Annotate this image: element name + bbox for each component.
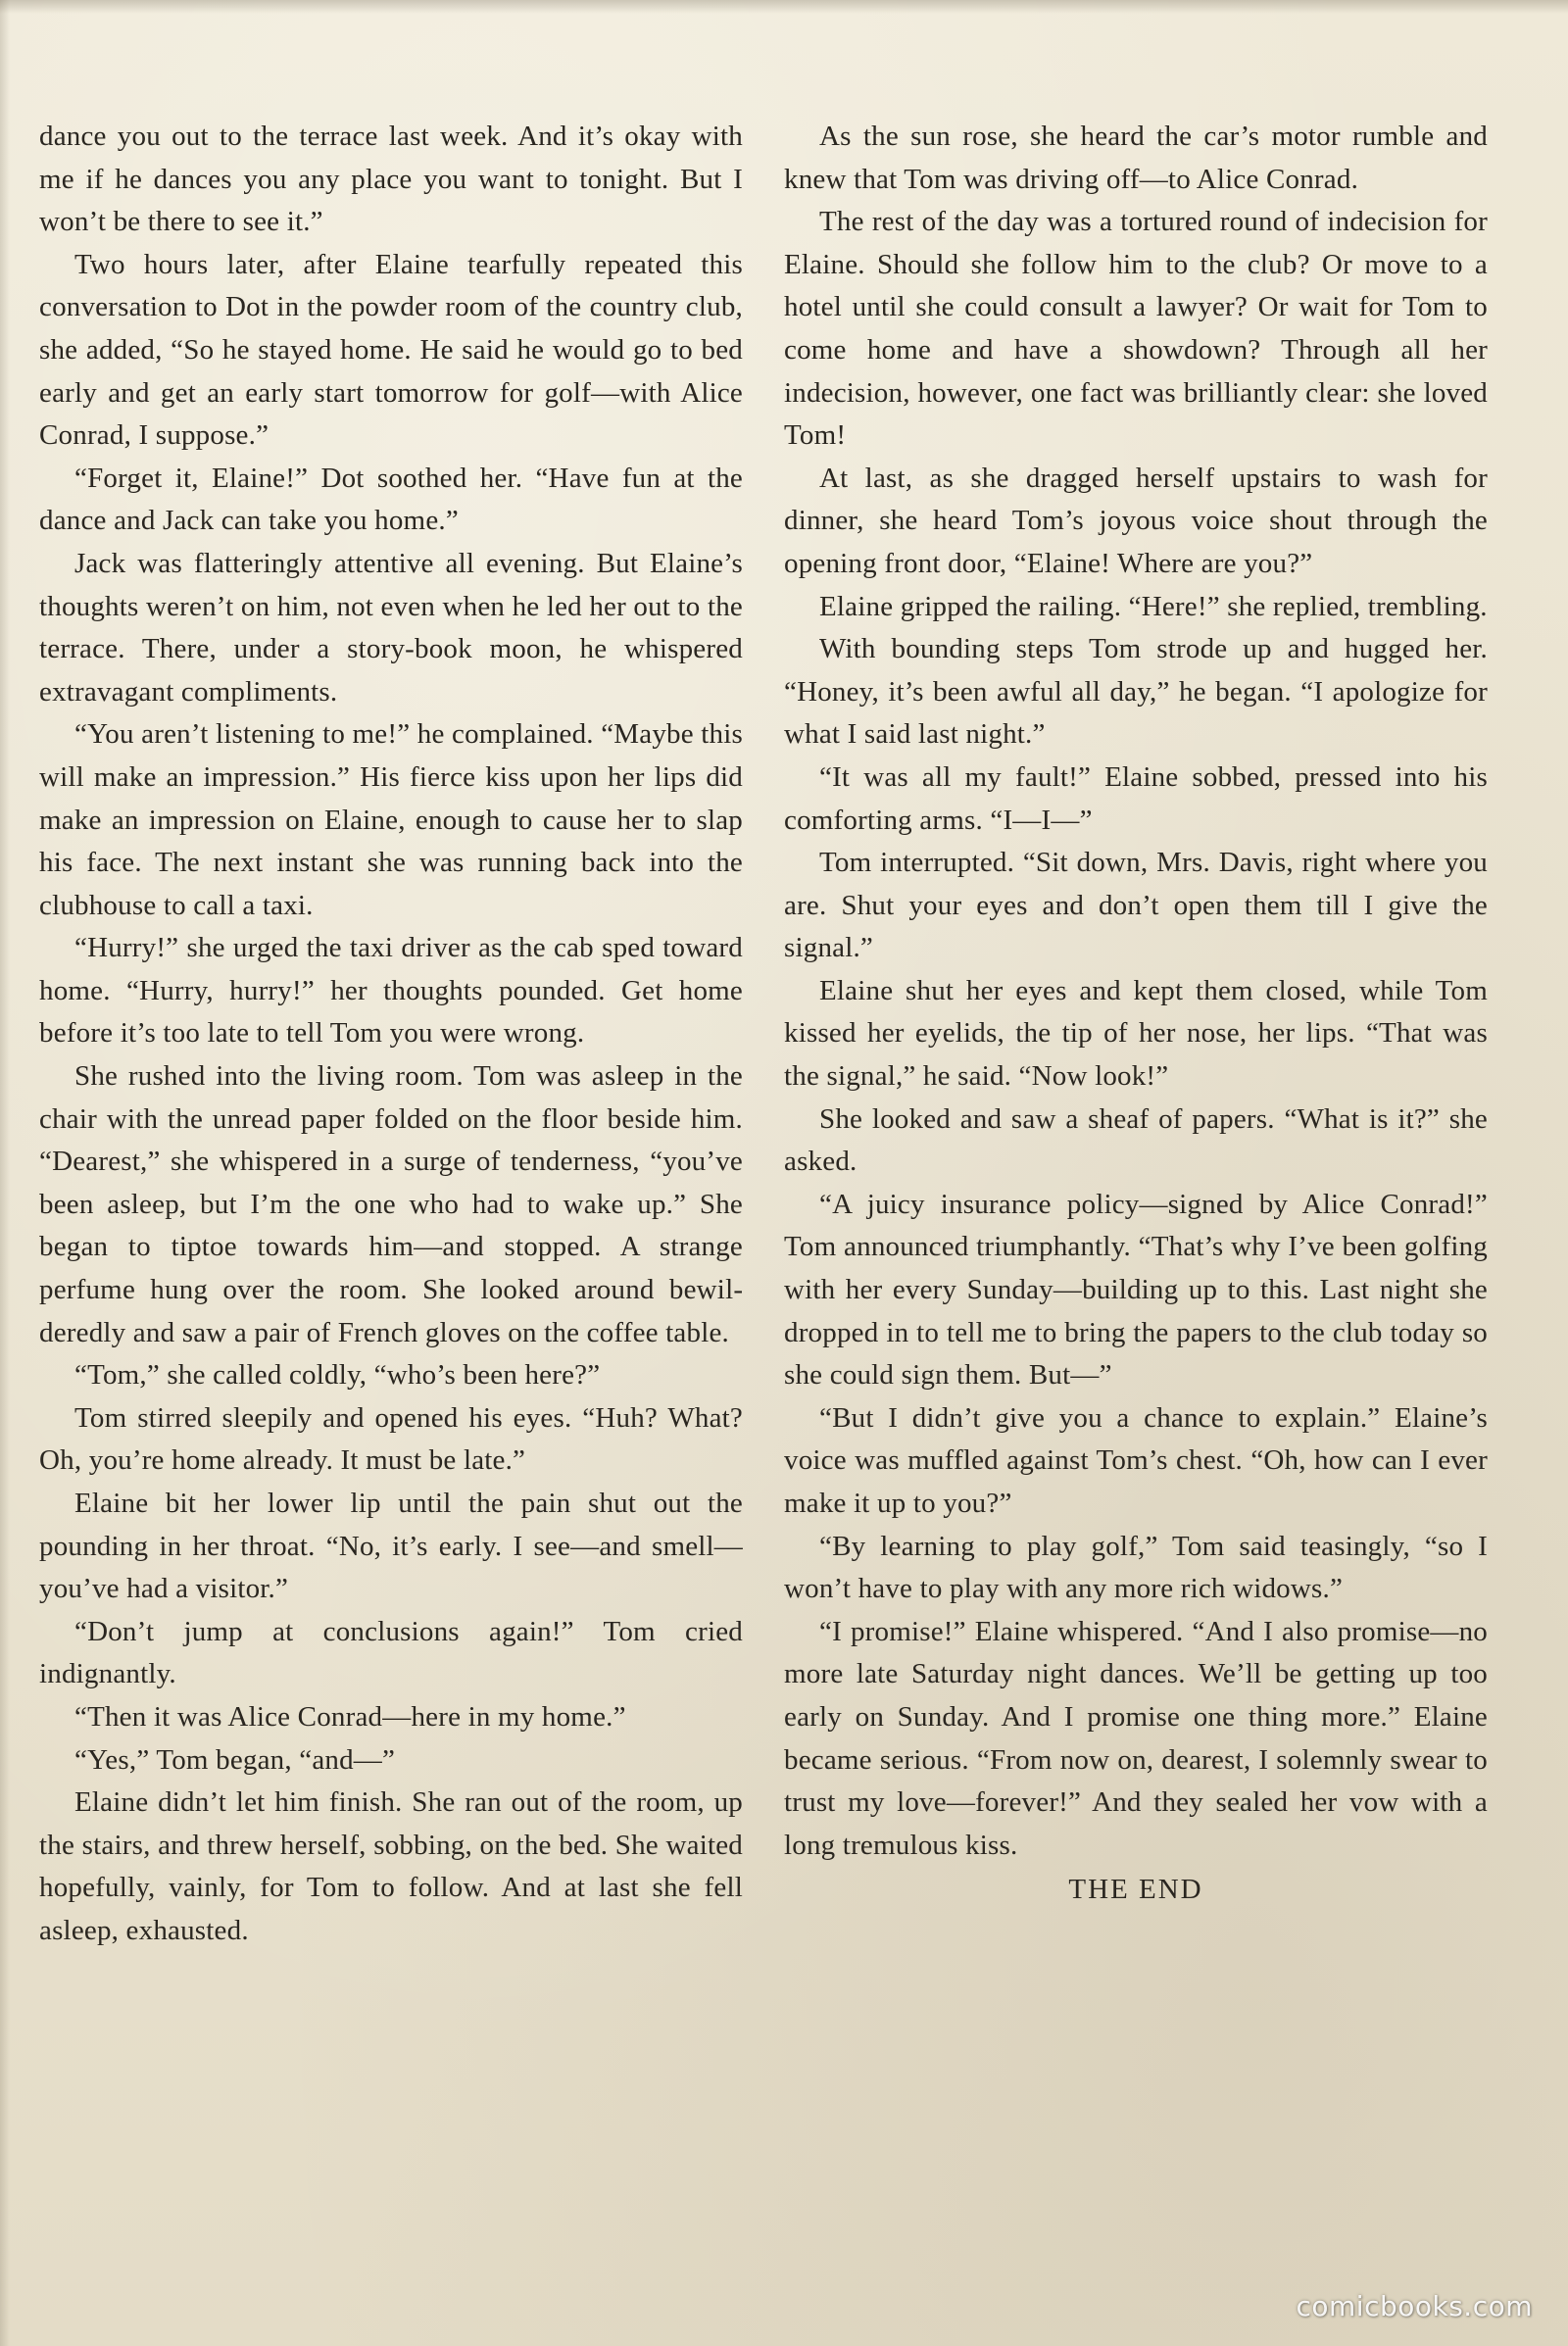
paragraph: “Then it was Alice Conrad—here in my home.” [74, 1700, 626, 1733]
paragraph: Jack was flatteringly attentive all evening. But Elaine’s thoughts weren’t on him, not even when he led her out to the terrace. There, under a story-book moon, he whispered extravagant compliments. [39, 547, 743, 708]
site-watermark: comicbooks.com [1296, 2290, 1533, 2322]
paragraph: The rest of the day was a tortured round of indecision for Elaine. Should she follow him to the club? Or move to a hotel until she could consult a lawyer? Or wait for Tom to come home and have a showdown? Through all her indecision, however, one fact was brilliantly clear: she loved Tom! [784, 206, 1488, 452]
paragraph: Tom stirred sleepily and opened his eyes. “Huh? What? Oh, you’re home already. It must be late.” [39, 1401, 743, 1477]
paragraph: Elaine didn’t let him finish. She ran out of the room, up the stairs, and threw herself, sobbing, on the bed. She waited hopefully, vainly, for Tom to follow. And at last she fell asleep, exhausted. [39, 1786, 743, 1946]
paragraph: Elaine bit her lower lip until the pain shut out the pounding in her throat. “No, it’s early. I see—and smell—you’ve had a visitor.” [39, 1488, 743, 1605]
paragraph: “I promise!” Elaine whispered. “And I also promise—no more late Saturday night dances. We’ll be getting up too early on Sunday. And I promise one thing more.” Elaine became serious. “From now on, dearest, I solemnly swear to trust my love—forever!” And they sealed her vow with a long tremulous kiss. [784, 1615, 1488, 1861]
right-text-column [784, 116, 1488, 1912]
paragraph: She rushed into the living room. Tom was asleep in the chair with the unread paper folded on the floor beside him. “Dearest,” she whispered in a surge of tenderness, “you’ve been asleep, but I’m the one who had to wake up.” She began to tiptoe towards him—and stopped. A strange perfume hung over the room. She looked around bewilderedly and saw a pair of French gloves on the coffee table. [39, 1060, 743, 1348]
left-text-column [39, 116, 743, 1953]
paragraph: At last, as she dragged herself upstairs to wash for dinner, she heard Tom’s joyous voice shout through the opening front door, “Elaine! Where are you?” [784, 462, 1488, 579]
paragraph: With bounding steps Tom strode up and hugged her. “Honey, it’s been awful all day,” he began. “I apologize for what I said last night.” [784, 633, 1488, 751]
paragraph: Elaine shut her eyes and kept them closed, while Tom kissed her eyelids, the tip of her nose, her lips. “That was the signal,” he said. “Now look!” [784, 974, 1488, 1093]
paragraph: “A juicy insurance policy—signed by Alice Conrad!” Tom announced triumphantly. “That’s why I’ve been golfing with her every Sunday—building up to this. Last night she dropped in to tell me to bring the papers to the club today so she could sign them. But—” [784, 1188, 1488, 1392]
paragraph: “Hurry!” she urged the taxi driver as the cab sped toward home. “Hurry, hurry!” her thoughts pounded. Get home before it’s too late to tell Tom you were wrong. [39, 932, 743, 1050]
the-end-label: THE END [1068, 1874, 1203, 1906]
paragraph: As the sun rose, she heard the car’s motor rumble and knew that Tom was driving off—to Alice Conrad. [784, 121, 1488, 195]
paragraph: “You aren’t listening to me!” he complained. “Maybe this will make an impression.” His fierce kiss upon her lips did make an impression on Elaine, enough to cause her to slap his face. The next instant she was running back into the clubhouse to call a taxi. [39, 718, 743, 921]
paragraph: dance you out to the terrace last week. And it’s okay with me if he dances you any place you want to tonight. But I won’t be there to see it.” [39, 121, 743, 238]
paragraph: Elaine gripped the railing. “Here!” she replied, trembling. [819, 590, 1488, 622]
paragraph: Tom interrupted. “Sit down, Mrs. Davis, right where you are. Shut your eyes and don’t open them till I give the signal.” [784, 847, 1488, 964]
paragraph: “Don’t jump at conclusions again!” Tom cried indignantly. [39, 1615, 743, 1690]
paragraph: Two hours later, after Elaine tearfully repeated this conversation to Dot in the powder room of the country club, she added, “So he stayed home. He said he would go to bed early and get an early start tomorrow for golf—with Alice Conrad, I suppose.” [39, 248, 743, 452]
paragraph: “Forget it, Elaine!” Dot soothed her. “Have fun at the dance and Jack can take you home.” [39, 462, 743, 537]
paragraph: “Yes,” Tom began, “and—” [74, 1743, 396, 1776]
paragraph: “It was all my fault!” Elaine sobbed, pressed into his comforting arms. “I—I—” [784, 760, 1488, 836]
paragraph: “By learning to play golf,” Tom said teasingly, “so I won’t have to play with any more rich widows.” [784, 1530, 1488, 1605]
paragraph: “Tom,” she called coldly, “who’s been here?” [74, 1359, 601, 1392]
paragraph: She looked and saw a sheaf of papers. “What is it?” she asked. [784, 1102, 1488, 1178]
paragraph: “But I didn’t give you a chance to explain.” Elaine’s voice was muffled against Tom’s chest. “Oh, how can I ever make it up to you?” [784, 1401, 1488, 1519]
